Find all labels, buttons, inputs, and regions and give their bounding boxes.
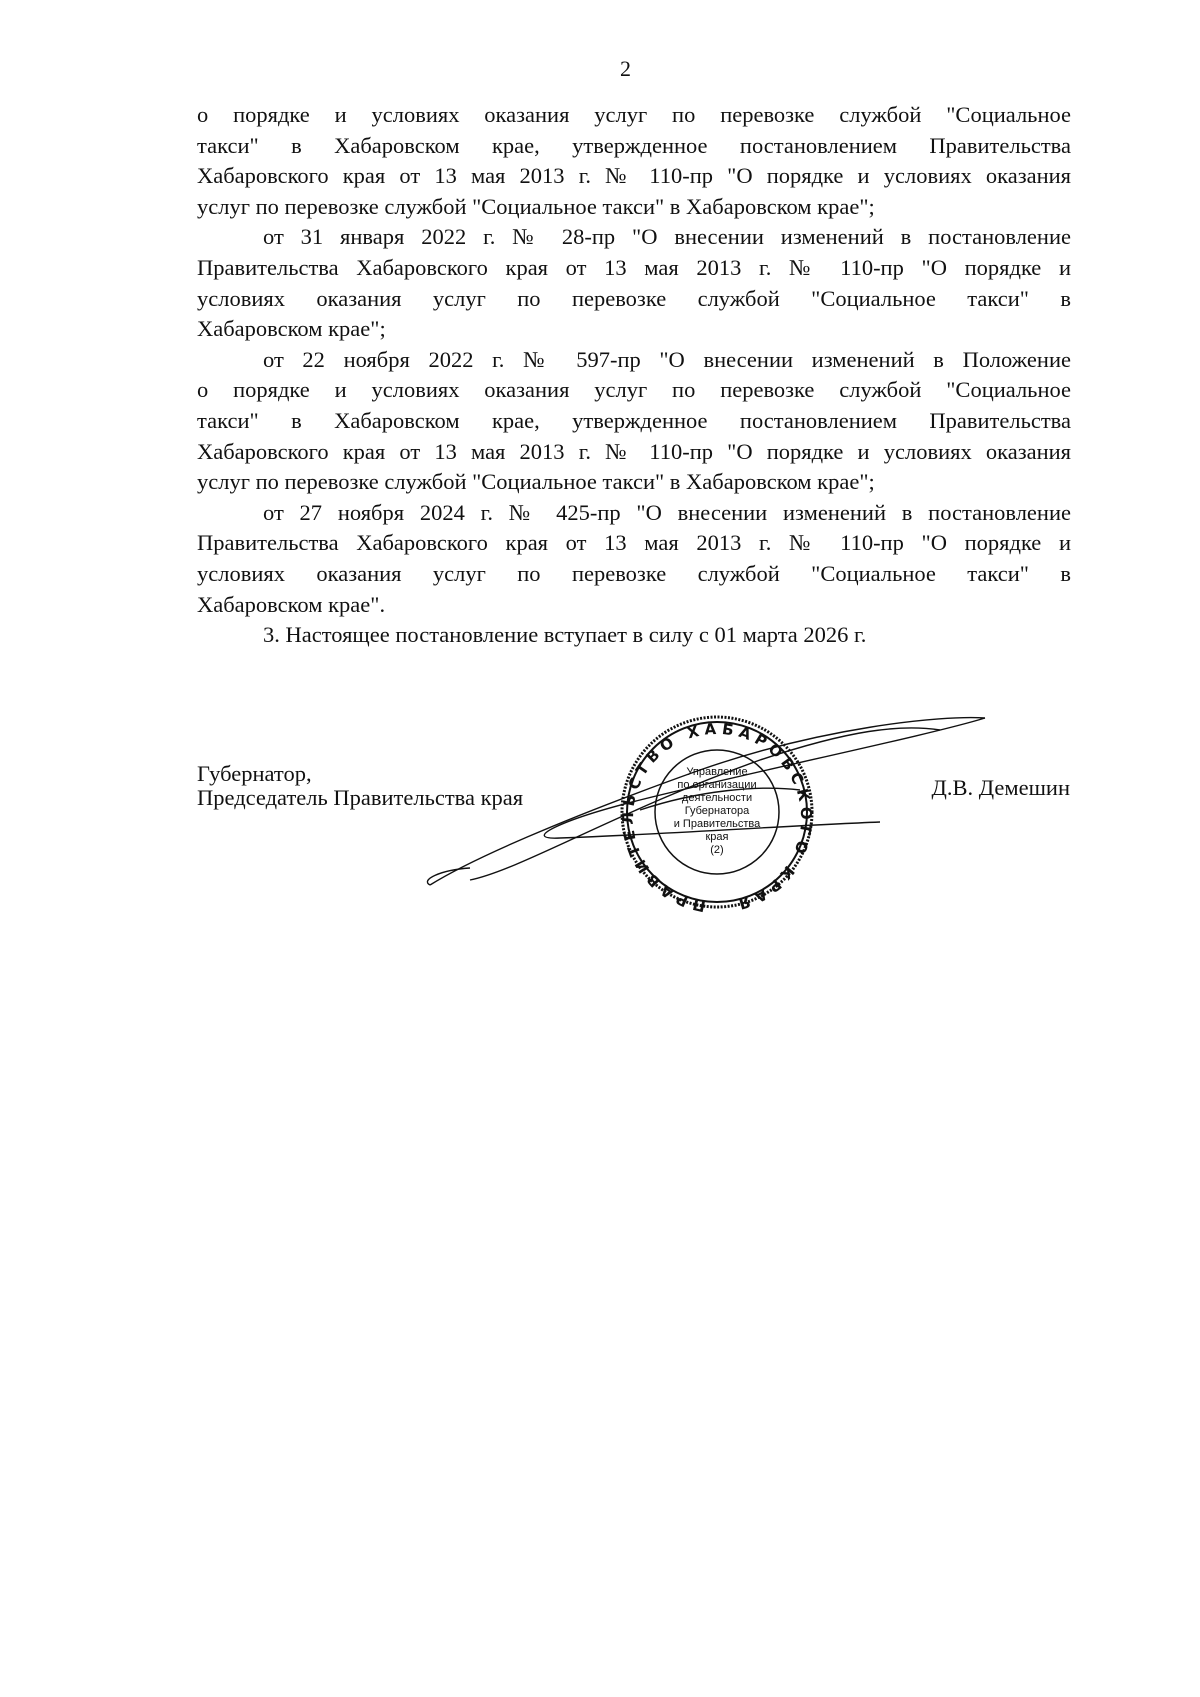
text-line: от 31 января 2022 г. № 28-пр "О внесении изменений в постановление: [263, 224, 1071, 250]
text-line: Правительства Хабаровского края от 13 мая 2013 г. № 110-пр "О порядке и: [197, 530, 1071, 556]
stamp-inner-line: деятельности: [681, 792, 753, 804]
text-line: условиях оказания услуг по перевозке службой "Социальное такси" в: [197, 560, 1071, 586]
text-line: от 22 ноября 2022 г. № 597-пр "О внесении изменений в Положение: [263, 346, 1071, 372]
stamp-inner-line: Управление: [686, 766, 748, 778]
text-line: Хабаровского края от 13 мая 2013 г. № 110-пр "О порядке и условиях оказания: [197, 438, 1071, 464]
text-line: такси" в Хабаровском крае, утвержденное постановлением Правительства: [197, 132, 1071, 158]
text-line: такси" в Хабаровском крае, утвержденное постановлением Правительства: [197, 407, 1071, 433]
text-line: Хабаровском крае".: [197, 591, 386, 617]
stamp: [619, 717, 815, 915]
stamp-inner-text: [674, 766, 761, 856]
text-line: 3. Настоящее постановление вступает в силу с 01 марта 2026 г.: [263, 622, 867, 648]
text-line: условиях оказания услуг по перевозке службой "Социальное такси" в: [197, 285, 1071, 311]
page-number: 2: [620, 56, 631, 81]
text-line: Правительства Хабаровского края от 13 мая 2013 г. № 110-пр "О порядке и: [197, 254, 1071, 280]
text-line: услуг по перевозке службой "Социальное такси" в Хабаровском крае";: [197, 193, 875, 219]
text-line: о порядке и условиях оказания услуг по перевозке службой "Социальное: [197, 102, 1071, 127]
position-line-1: Губернатор,: [197, 761, 312, 786]
text-line: о порядке и условиях оказания услуг по перевозке службой "Социальное: [197, 377, 1071, 403]
stamp-inner-line: Губернатора: [684, 805, 750, 817]
position-line-2: Председатель Правительства края: [197, 785, 524, 810]
text-line: от 27 ноября 2024 г. № 425-пр "О внесении изменений в постановление: [263, 499, 1071, 525]
stamp-inner-line: и Правительства: [673, 818, 761, 830]
signatory-name: Д.В. Демешин: [931, 775, 1070, 800]
text-line: Хабаровском крае";: [197, 316, 386, 342]
text-line: Хабаровского края от 13 мая 2013 г. № 110-пр "О порядке и условиях оказания: [197, 163, 1071, 189]
stamp-inner-line: по организации: [677, 779, 757, 791]
stamp-inner-line: края: [705, 831, 729, 843]
stamp-inner-line: (2): [710, 844, 724, 856]
stamp-ring-text: ПРАВИТЕЛЬСТВО ХАБАРОВСКОГО КРАЯ: [618, 719, 816, 916]
text-line: услуг по перевозке службой "Социальное такси" в Хабаровском крае";: [197, 469, 875, 495]
